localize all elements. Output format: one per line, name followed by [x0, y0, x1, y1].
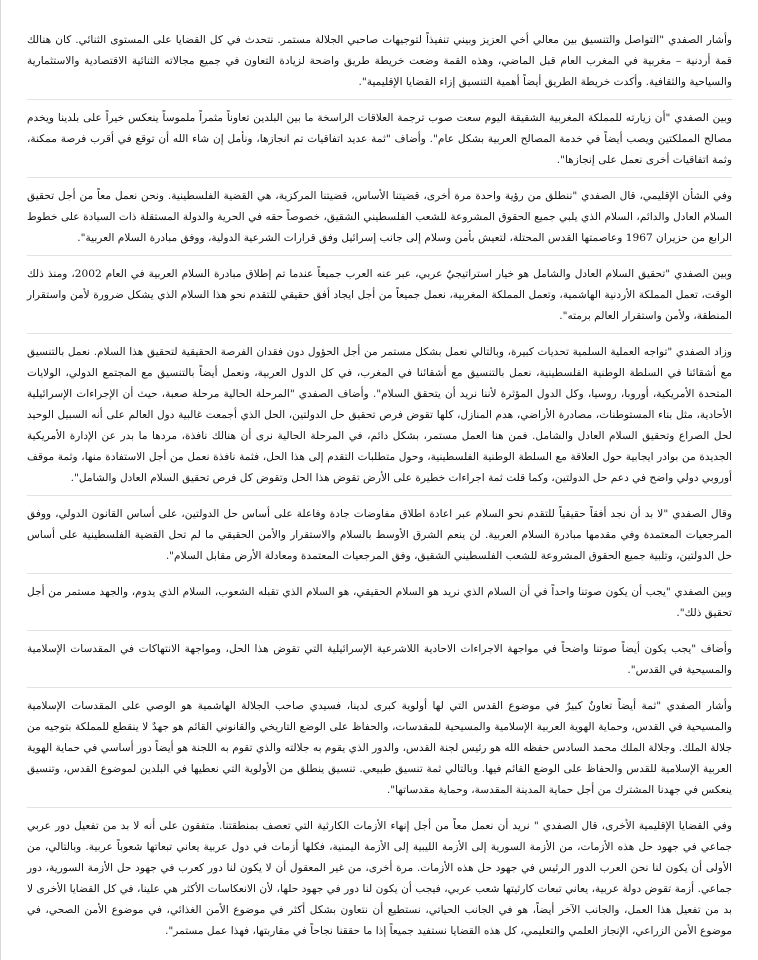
paragraph-7: وبين الصفدي "يجب أن يكون صوتنا واحداً في أن السلام الذي نريد هو السلام الحقيقي، هو السلام الذي تقبله الشعوب، السلام الذي يدوم، والجهد مستمر من أجل تحقيق ذلك". [27, 586, 732, 619]
paragraph-10: وفي القضايا الإقليمية الأخرى، قال الصفدي " نريد أن نعمل معاً من أجل إنهاء الأزمات الكارثية التي تعصف بمنطقتنا. متفقون على أنه لا بد من تفعيل دور عربي جماعي في جهود حل هذه الأزمات، من الأزمة السورية إلى الأزمة الليبية إلى الأزمة اليمنية، فكلها أزمات في دول عربية يعاني تبعاتها شعوباً عربية. وبالتالي، من الأولى أن يكون لنا نحن العرب الدور الرئيس في جهود حل هذه الأزمات. مرة أخرى، من غير المعقول أن لا يكون لنا دور كعرب في جهود حل الأزمة السورية، دور جماعي. أزمة تقوض دولة عربية، يعاني تبعات كارثيتها شعب عربي، فيجب أن يكون لنا دور في جهود حلها، لأن الانعكاسات الأكثر هي علينا، في كل القضايا الأخرى لا بد من تفعيل هذا العمل، والجانب الآخر أيضاً، هو في الجانب الحياتي، نستطيع أن نتعاون بشكل أكثر في موضوع الأمن الغذائي، في موضوع الأمن الصحي، في موضوع الأمن الزراعي، الإنجاز العلمي والتعليمي، كل هذه القضايا نستفيد جميعاً إذا ما حققنا نجاحاً في مقاربتها، فهذا عمل مستمر". [27, 820, 732, 937]
paragraph-divider [27, 333, 732, 334]
paragraph-6: وقال الصفدي "لا بد أن نجد أفقاً حقيقياً للتقدم نحو السلام عبر اعادة اطلاق مفاوضات جادة وفاعلة على أساس حل الدولتين، على أساس القانون الدولي، ووفق المرجعيات المعتمدة وفي مقدمها مبادرة السلام العربية. لن ينعم الشرق الأوسط بالسلام والاستقرار والأمن الحقيقي ما لم تحل القضية الفلسطينية على أساس حل الدولتين، وتلبية جميع الحقوق المشروعة للشعب الفلسطيني الشقيق، وفق المرجعيات المعتمدة ومعادلة الأرض مقابل السلام". [27, 508, 732, 562]
paragraph-divider [27, 99, 732, 100]
paragraph-divider [27, 255, 732, 256]
paragraph-9: وأشار الصفدي "ثمة أيضاً تعاونٌ كبيرٌ في موضوع القدس التي لها أولوية كبرى لدينا، فسيدي صاحب الجلالة الهاشمية هو الوصي على المقدسات الإسلامية والمسيحية في القدس، وحماية الهوية العربية الإسلامية والمسيحية للمقدسات، والحفاظ على الوضع التاريخي والقانوني القائم هو جهدٌ لا ينقطع للمملكة بتوجيه من جلالة الملك. وجلالة الملك محمد السادس حفظه الله هو رئيس لجنة القدس، والدور الذي يقوم به جلالته والذي تقوم به اللجنة هو أيضاً دور أساسي في حماية الهوية العربية الإسلامية للقدس والحفاظ على الوضع القائم فيها. وبالتالي ثمة تنسيق طبيعي. تنسيق ينطلق من الأولوية التي نعطيها في البلدين لموضوع القدس، وتنسيق ينعكس في جهدنا المشترك من أجل حماية المدينة المقدسة، وحماية مقدساتها". [27, 700, 732, 796]
paragraph-divider [27, 573, 732, 574]
paragraph-divider [27, 687, 732, 688]
paragraph-4: وبين الصفدي "تحقيق السلام العادل والشامل هو خيار استراتيجيٌ عربي، عبر عنه العرب جميعاً عندما تم إطلاق مبادرة السلام العربية في العام 2002، ومنذ ذلك الوقت، تعمل المملكة الأردنية الهاشمية، وتعمل المملكة المغربية، نعمل جميعاً من أجل ايجاد أفق حقيقي للتقدم نحو هذا السلام الذي يشكل ضرورة لأمن واستقرار المنطقة، ولأمن واستقرار العالم برمته". [27, 268, 732, 322]
paragraph-3: وفي الشأن الإقليمي، قال الصفدي "ننطلق من رؤية واحدة مرة أخرى، قضيتنا الأساس، قضيتنا المركزية، هي القضية الفلسطينية. ونحن نعمل معاً من أجل تحقيق السلام العادل والدائم، السلام الذي يلبي جميع الحقوق المشروعة للشعب الفلسطيني الشقيق، خصوصاً حقه في الحرية والدولة المستقلة ذات السيادة على خطوط الرابع من حزيران 1967 وعاصمتها القدس المحتلة، لتعيش بأمن وسلام إلى جانب إسرائيل وفق قرارات الشرعية الدولية، ووفق مبادرة السلام العربية". [27, 190, 732, 244]
paragraph-2: وبين الصفدي "أن زيارته للمملكة المغربية الشقيقة اليوم سعت صوب ترجمة العلاقات الراسخة ما بين البلدين تعاوناً مثمراً ملموساً ينعكس خيراً على بلدينا ويخدم مصالح المملكتين ويصب أيضاً في خدمة المصالح العربية بشكل عام". وأضاف "ثمة عديد اتفاقيات تم انجازها، ونأمل إن شاء الله أن توقع في أقرب فرصة ممكنة، وثمة اتفاقيات أخرى نعمل على إنجازها". [27, 112, 732, 166]
paragraph-5: وزاد الصفدي "تواجه العملية السلمية تحديات كبيرة، وبالتالي نعمل بشكل مستمر من أجل الحؤول دون فقدان الفرصة الحقيقية لتحقيق هذا السلام. نعمل بالتنسيق مع أشقائنا في السلطة الوطنية الفلسطينية، نعمل بالتنسيق مع أشقائنا في المغرب، في كل الدول العربية، ونعمل أيضاً بالتنسيق مع المجتمع الدولي، الولايات المتحدة الأمريكية، أوروبا، روسيا، وكل الدول المؤثرة لأننا نريد أن يتحقق السلام". وأضاف الصفدي "المرحلة الحالية مرحلة صعبة، حيث أن الإجراءات الإسرائيلية الأحادية، مثل بناء المستوطنات، مصادرة الأراضي، هدم المنازل، كلها تقوض فرص تحقيق حل الدولتين، الحل الذي أجمعت غالبية دول العالم على أنه السبيل الوحيد لحل الصراع وتحقيق السلام العادل والشامل. فمن هنا العمل مستمر، بشكل دائم، في المرحلة الحالية نرى أن هنالك نافذة، مردها ما بدر عن الإدارة الأمريكية الجديدة من بوادر ايجابية حول العلاقة مع السلطة الوطنية الفلسطينية، وحول متطلبات التقدم إلى هذا الحل، فثمة نافذة نعمل من أجل الاستفادة منها، وثمة موقف أوروبي دولي واضح في دعم حل الدولتين، وكما قلت ثمة اجراءات خطيرة على الأرض تقوض هذا الحل وتقوض كل فرص تحقيق السلام العادل والشامل". [27, 346, 732, 484]
paragraph-divider [27, 495, 732, 496]
paragraph-divider [27, 630, 732, 631]
paragraph-1: وأشار الصفدي "التواصل والتنسيق بين معالي أخي العزيز وبيني تنفيذاً لتوجيهات صاحبي الجلالة مستمر. نتحدث في كل القضايا على المستوى الثنائي. كان هنالك قمة أردنية – مغربية في المغرب العام قبل الماضي، وهذه القمة وضعت خريطة طريق واضحة لزيادة التعاون في جميع مجالاته الثنائية الاقتصادية والاستثمارية والسياحية والثقافية. وأكدت خريطة الطريق أيضاً أهمية التنسيق إزاء القضايا الإقليمية". [27, 34, 732, 88]
paragraph-8: وأضاف "يجب يكون أيضاً صوتنا واضحاً في مواجهة الاجراءات الاحادية اللاشرعية الإسرائيلية التي تقوض هذا الحل، ومواجهة الانتهاكات في المقدسات الإسلامية والمسيحية في القدس". [27, 643, 732, 676]
paragraph-divider [27, 177, 732, 178]
paragraph-divider [27, 807, 732, 808]
